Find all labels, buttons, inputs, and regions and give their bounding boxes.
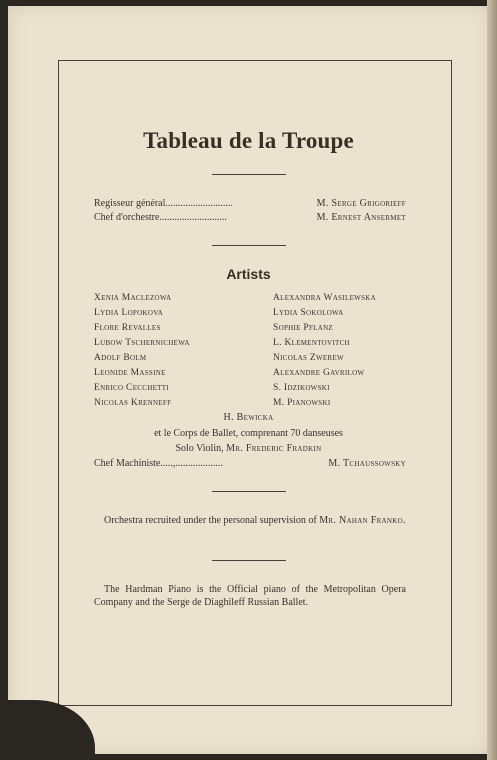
staff-name: M. Ernest Ansermet (316, 212, 406, 223)
machinist-row (94, 458, 406, 470)
artist-name: Xenia Maclezowa (94, 293, 172, 303)
artist-name: Adolf Bolm (94, 353, 147, 363)
artists-heading: Artists (226, 266, 271, 282)
leader-dots: ........................... (159, 212, 227, 223)
staff-name: M. Serge Grigorieff (316, 198, 406, 209)
artist-name: Nicolas Zwerew (273, 353, 344, 363)
orchestra-note (94, 514, 406, 527)
solo-label: Solo Violin, (175, 443, 227, 454)
solo-name: Mr. Frederic Fradkin (226, 443, 322, 454)
divider (212, 560, 286, 561)
divider (212, 245, 286, 246)
piano-note: The Hardman Piano is the Official piano of the Metropolitan Opera Company and the Serge de Diaghileff Russian Ballet. (94, 584, 406, 608)
divider (212, 491, 286, 492)
artist-name: Lubow Tschernichewa (94, 338, 190, 348)
divider (212, 174, 286, 175)
artist-name: H. Bewicka (223, 412, 274, 423)
orchestra-text: Orchestra recruited under the personal supervision of (104, 515, 320, 526)
orchestra-name: Mr. Nahan Franko. (319, 515, 406, 526)
leader-dots: .....,................... (160, 458, 223, 469)
program-page (8, 6, 489, 754)
artist-name: S. Idzikowski (273, 383, 330, 393)
artist-name: Leonide Massine (94, 368, 166, 378)
artist-name: Lydia Sokolowa (273, 308, 344, 318)
artist-name: M. Pianowski (273, 398, 331, 408)
artist-name: L. Klementovitch (273, 338, 350, 348)
page-title: Tableau de la Troupe (143, 128, 354, 153)
artist-name: Alexandre Gavrilow (273, 368, 365, 378)
corps-de-ballet-line: et le Corps de Ballet, comprenant 70 danseuses (154, 428, 343, 439)
artist-name: Lydia Lopokova (94, 308, 163, 318)
artist-name: Nicolas Krenneff (94, 398, 172, 408)
artist-name: Alexandra Wasilewska (273, 293, 376, 303)
solo-violin-line (0, 443, 497, 455)
artist-name: Sophie Pflanz (273, 323, 334, 333)
staff-role: Regisseur général (94, 198, 166, 209)
staff-row (94, 198, 406, 210)
artist-name: Flore Revalles (94, 323, 161, 333)
staff-row (94, 212, 406, 224)
leader-dots: ........................... (165, 198, 233, 209)
binding-edge (487, 0, 497, 760)
machinist-role: Chef Machiniste (94, 458, 161, 469)
staff-role: Chef d'orchestre (94, 212, 160, 223)
artist-name: Enrico Cecchetti (94, 383, 169, 393)
machinist-name: M. Tchaussowsky (328, 458, 406, 469)
